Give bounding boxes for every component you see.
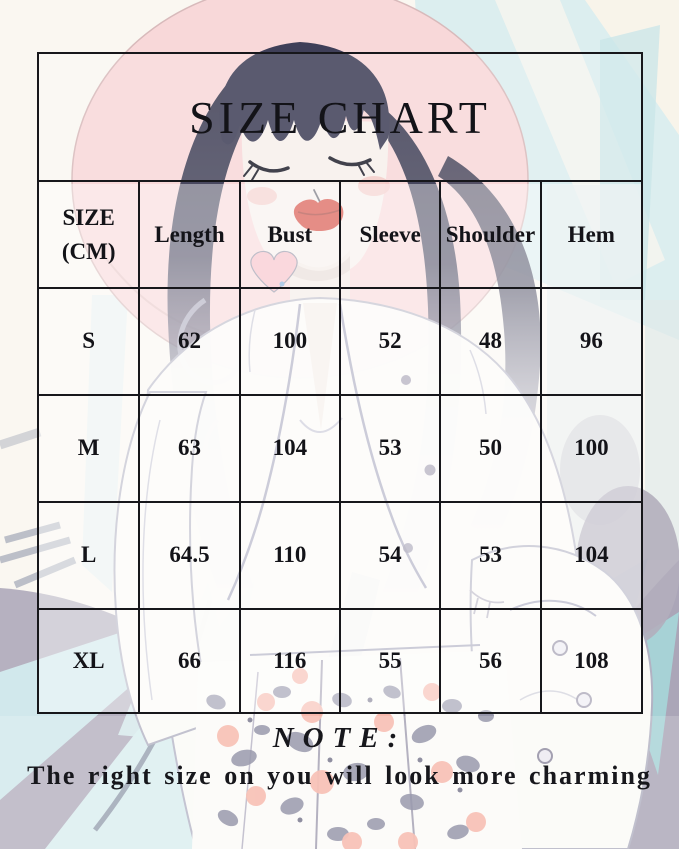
measurement-cell: 55 (340, 609, 440, 712)
measurement-cell: 48 (440, 288, 540, 395)
col-header-length: Length (139, 182, 239, 288)
measurement-cell: 104 (541, 502, 641, 609)
size-label-cell: S (39, 288, 139, 395)
measurement-cell: 53 (440, 502, 540, 609)
size-header-line1: SIZE (62, 205, 115, 231)
table-row-m (39, 395, 641, 502)
measurement-cell: 108 (541, 609, 641, 712)
measurement-cell: 64.5 (139, 502, 239, 609)
table-header-row (39, 182, 641, 288)
measurement-cell: 116 (240, 609, 340, 712)
col-header-hem: Hem (541, 182, 641, 288)
measurement-cell: 63 (139, 395, 239, 502)
col-header-size-cm (39, 182, 139, 288)
measurement-cell: 52 (340, 288, 440, 395)
measurement-cell: 110 (240, 502, 340, 609)
size-label-cell: L (39, 502, 139, 609)
table-row-s (39, 288, 641, 395)
measurement-cell: 100 (541, 395, 641, 502)
table-row-xl (39, 609, 641, 712)
col-header-bust: Bust (240, 182, 340, 288)
chart-title: SIZE CHART (39, 54, 641, 182)
size-label-cell: XL (39, 609, 139, 712)
measurement-cell: 96 (541, 288, 641, 395)
size-label-cell: M (39, 395, 139, 502)
measurement-cell: 104 (240, 395, 340, 502)
measurement-cell: 62 (139, 288, 239, 395)
note-label: NOTE: (272, 722, 407, 754)
measurement-cell: 100 (240, 288, 340, 395)
col-header-shoulder: Shoulder (440, 182, 540, 288)
col-header-sleeve: Sleeve (340, 182, 440, 288)
size-chart-table (37, 52, 643, 714)
measurement-cell: 66 (139, 609, 239, 712)
measurement-cell: 54 (340, 502, 440, 609)
size-table (39, 182, 641, 712)
note-section (0, 722, 679, 791)
measurement-cell: 56 (440, 609, 540, 712)
note-text: The right size on you will look more charming (27, 761, 652, 790)
measurement-cell: 53 (340, 395, 440, 502)
size-header-line2: (CM) (61, 238, 116, 264)
table-row-l (39, 502, 641, 609)
measurement-cell: 50 (440, 395, 540, 502)
